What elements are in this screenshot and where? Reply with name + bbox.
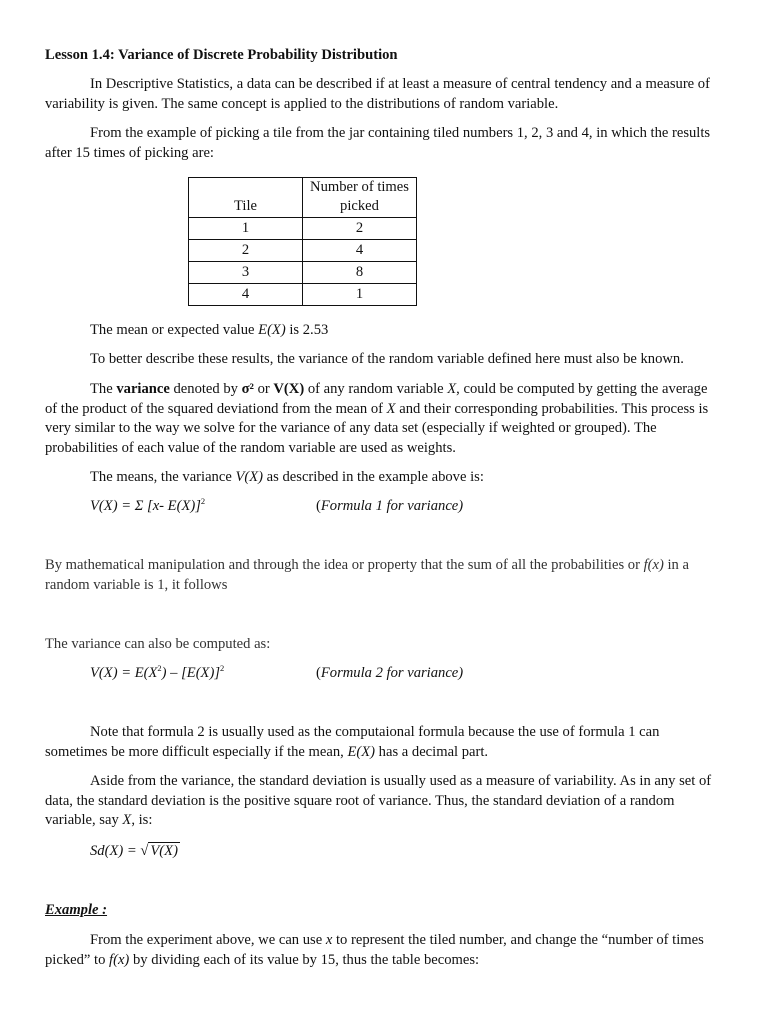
example-text: by dividing each of its value by 15, thus the table becomes:: [129, 951, 480, 968]
def-text: or: [253, 381, 274, 397]
formula-1-label: [316, 498, 463, 514]
means-text: The means, the variance: [90, 469, 236, 485]
example-text: to represent the tiled number, and change the “number of times picked” to: [45, 932, 704, 968]
means-vx-symbol: V(X): [235, 469, 264, 485]
table-header-times-picked: Number of times picked: [303, 178, 417, 218]
def-x-symbol: X: [447, 381, 457, 397]
table-cell-tile: 3: [189, 262, 303, 284]
table-cell-tile: 2: [189, 240, 303, 262]
mean-symbol: E(X): [258, 322, 286, 338]
table-header-row: [189, 178, 417, 218]
formula-2-paren: (: [316, 665, 321, 681]
sd-text: Aside from the variance, the standard deviation is usually used as a measure of variability. As in any set of data, the standard deviation is the positive square root of variance. Thus, the standard deviation of a random variable, say: [45, 773, 712, 828]
note-text: Note that formula 2 is usually used as the computaional formula because the use of formula 1 can sometimes be more difficult especially if the mean,: [45, 724, 660, 760]
def-sigma-symbol: σ²: [241, 381, 254, 397]
sd-formula: [90, 842, 690, 862]
lesson-title: Lesson 1.4: Variance of Discrete Probability Distribution: [45, 47, 398, 63]
formula-1-paren: (: [316, 498, 321, 514]
formula-1-label-text: Formula 1 for variance): [320, 498, 464, 514]
table-cell-count: 1: [303, 284, 417, 306]
manipulation-fx-symbol: f(x): [643, 557, 664, 573]
formula-2-lhs-b: ) – [E(X)]: [161, 665, 221, 681]
manipulation-text: in a random variable is 1, it follows: [45, 557, 689, 593]
def-variance-term: variance: [116, 381, 170, 397]
formula-2-label-text: Formula 2 for variance): [320, 665, 464, 681]
radicand: V(X): [150, 843, 178, 859]
mean-paragraph: [45, 321, 723, 341]
mean-text: The mean or expected value: [90, 322, 259, 338]
sd-x-symbol: X: [122, 812, 132, 828]
example-heading: [45, 901, 723, 921]
def-text: of any random variable: [304, 381, 448, 397]
intro-paragraph: In Descriptive Statistics, a data can be described if at least a measure of central tendency and a measure of variability is given. The same concept is applied to the distributions of random variable.: [45, 76, 710, 112]
def-vx-symbol: V(X): [273, 381, 305, 397]
means-paragraph: [45, 468, 723, 488]
sd-paragraph: [45, 772, 723, 831]
example-x-symbol: x: [325, 932, 333, 948]
def-text: and their corresponding probabilities. This process is very similar to the way we solve for the variance of any data set (especially if weighted or grouped). The probabilities of each value of the random variable are used as weights.: [45, 400, 709, 456]
manipulation-paragraph: [45, 556, 723, 595]
note-ex-symbol: E(X): [347, 743, 376, 760]
sd-text: , is:: [131, 812, 153, 828]
note-text: has a decimal part.: [375, 743, 489, 760]
table-cell-count: 2: [303, 218, 417, 240]
radical-sign: √: [140, 843, 149, 859]
formula-2-lhs-a: V(X) = E(X: [90, 665, 158, 681]
example-paragraph: [45, 931, 723, 970]
table-cell-count: 8: [303, 262, 417, 284]
describe-paragraph: To better describe these results, the variance of the random variable defined here must also be known.: [90, 351, 684, 367]
mean-value-text: is 2.53: [285, 322, 329, 338]
example-intro-paragraph: From the example of picking a tile from the jar containing tiled numbers 1, 2, 3 and 4, in which the results after 15 times of picking are:: [45, 125, 711, 161]
formula-2-label: [316, 665, 463, 681]
def-x-symbol: X: [386, 400, 396, 417]
formula-2-exponent-b: 2: [220, 663, 225, 673]
formula-2-expression: [90, 664, 316, 684]
table-cell-count: 4: [303, 240, 417, 262]
table-cell-tile: 4: [189, 284, 303, 306]
means-text: as described in the example above is:: [263, 469, 484, 485]
def-text: denoted by: [169, 381, 242, 397]
table-row: [189, 218, 417, 240]
table-row: [189, 240, 417, 262]
table-row: [189, 284, 417, 306]
example-text: From the experiment above, we can use: [90, 932, 326, 948]
def-text: The: [90, 381, 117, 397]
table-cell-tile: 1: [189, 218, 303, 240]
tile-table: [188, 177, 417, 306]
variance-definition-paragraph: [45, 380, 723, 458]
example-label: Example :: [45, 902, 108, 918]
formula-2-exponent-a: 2: [157, 663, 162, 673]
formula-1-lhs: V(X) = Σ [x- E(X)]: [90, 498, 201, 514]
def-text: , could be computed by getting the average of the product of the squared deviationd from the mean of: [45, 381, 708, 417]
manipulation-text: By mathematical manipulation and through the idea or property that the sum of all the probabilities or: [45, 557, 644, 573]
formula-1-expression: [90, 497, 316, 517]
also-computed-paragraph: The variance can also be computed as:: [45, 636, 271, 652]
sd-formula-lhs: Sd(X) =: [90, 843, 141, 859]
formula-1: [90, 497, 690, 517]
table-row: [189, 262, 417, 284]
example-fx-symbol: f(x): [109, 951, 130, 968]
formula-2: [90, 664, 690, 684]
formula-1-exponent: 2: [200, 496, 206, 506]
table-header-tile: Tile: [189, 178, 303, 218]
sqrt-symbol: [140, 842, 180, 862]
note-paragraph: [45, 723, 723, 762]
